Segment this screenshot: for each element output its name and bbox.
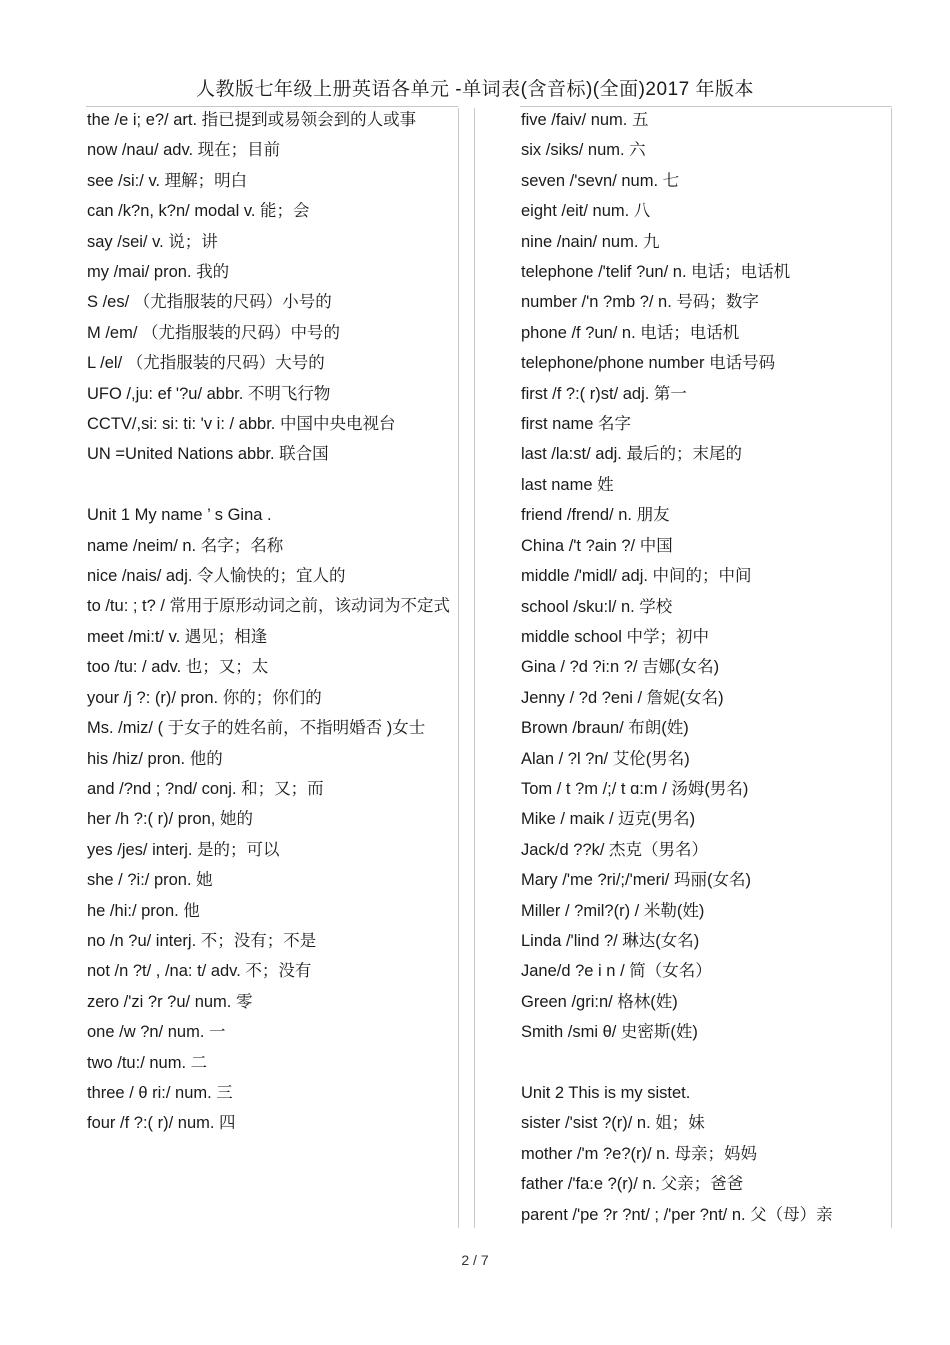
vocab-entry: UFO /,ju: ef '?u/ abbr. 不明飞行物	[87, 384, 331, 403]
vocab-entry: Jenny / ?d ?eni / 詹妮(女名)	[521, 688, 724, 707]
vocab-entry: friend /frend/ n. 朋友	[521, 506, 670, 525]
vocab-entry: the /e i; e?/ art. 指已提到或易领会到的人或事	[87, 111, 417, 129]
vocab-entry: middle school 中学；初中	[521, 627, 709, 646]
vocab-entry: Alan / ?l ?n/ 艾伦(男名)	[521, 749, 690, 768]
column-divider-right	[474, 108, 475, 1228]
right-column	[521, 105, 893, 1230]
vocab-entry: first /f ?:( r)st/ adj. 第一	[521, 384, 687, 403]
vocab-entry: UN =United Nations abbr. 联合国	[87, 445, 329, 464]
vocab-entry: Ms. /miz/ ( 于女子的姓名前，不指明婚否 )女士	[87, 719, 426, 738]
vocab-entry: Miller / ?mil?(r) / 米勒(姓)	[521, 901, 705, 920]
vocab-entry: Green /gri:n/ 格林(姓)	[521, 992, 678, 1011]
vocab-entry: China /'t ?ain ?/ 中国	[521, 536, 673, 555]
vocab-entry: Jack/d ??k/ 杰克（男名）	[521, 840, 709, 859]
vocab-entry: one /w ?n/ num. 一	[87, 1023, 226, 1042]
left-column	[87, 105, 459, 1139]
vocab-entry: sister /'sist ?(r)/ n. 姐；妹	[521, 1114, 705, 1133]
vocab-entry: L /el/ （尤指服装的尺码）大号的	[87, 354, 325, 373]
vocab-entry: parent /'pe ?r ?nt/ ; /'per ?nt/ n. 父（母）亲	[521, 1205, 833, 1224]
vocab-entry	[521, 1048, 893, 1078]
vocab-entry: and /?nd ; ?nd/ conj. 和；又；而	[87, 779, 324, 798]
page-title: 人教版七年级上册英语各单元 -单词表(含音标)(全面)2017 年版本	[196, 79, 754, 100]
vocab-entry: first name 名字	[521, 415, 632, 434]
vocab-entry: last /la:st/ adj. 最后的；末尾的	[521, 445, 742, 464]
vocab-entry: her /h ?:( r)/ pron, 她的	[87, 810, 253, 829]
vocab-entry: telephone /'telif ?un/ n. 电话；电话机	[521, 263, 791, 282]
vocab-entry: last name 姓	[521, 475, 614, 494]
vocab-entry: mother /'m ?e?(r)/ n. 母亲；妈妈	[521, 1144, 758, 1163]
vocab-entry: your /j ?: (r)/ pron. 你的；你们的	[87, 688, 322, 707]
vocab-entry: four /f ?:( r)/ num. 四	[87, 1114, 236, 1133]
vocab-entry: five /faiv/ num. 五	[521, 111, 649, 129]
vocab-entry: seven /'sevn/ num. 七	[521, 171, 680, 190]
vocab-entry: M /em/ （尤指服装的尺码）中号的	[87, 323, 341, 342]
page-number: 2 / 7	[461, 1252, 489, 1268]
vocab-entry: name /neim/ n. 名字；名称	[87, 536, 284, 555]
vocab-entry: Mike / maik / 迈克(男名)	[521, 810, 696, 829]
vocab-entry: Jane/d ?e i n / 简（女名）	[521, 962, 712, 981]
vocab-entry: Tom / t ?m /;/ t ɑ:m / 汤姆(男名)	[521, 779, 749, 798]
unit-heading: Unit 2 This is my sistet.	[521, 1083, 691, 1102]
vocab-entry: CCTV/,si: si: ti: 'v i: / abbr. 中国中央电视台	[87, 415, 396, 434]
vocab-entry: Brown /braun/ 布朗(姓)	[521, 719, 689, 738]
vocab-entry: Smith /smi θ/ 史密斯(姓)	[521, 1023, 698, 1042]
vocab-entry: now /nau/ adv. 现在；目前	[87, 141, 281, 160]
vocab-entry: number /'n ?mb ?/ n. 号码；数字	[521, 293, 759, 312]
vocab-entry	[87, 470, 459, 500]
vocab-entry: she / ?i:/ pron. 她	[87, 871, 213, 890]
vocab-entry: three / θ ri:/ num. 三	[87, 1083, 233, 1102]
vocab-entry: father /'fa:e ?(r)/ n. 父亲；爸爸	[521, 1175, 744, 1194]
vocab-entry: meet /mi:t/ v. 遇见；相逢	[87, 627, 268, 646]
unit-heading: Unit 1 My name ’ s Gina .	[87, 506, 272, 525]
vocab-entry: see /si:/ v. 理解；明白	[87, 171, 248, 190]
vocab-entry: Gina / ?d ?i:n ?/ 吉娜(女名)	[521, 658, 720, 677]
vocab-entry: too /tu: / adv. 也；又；太	[87, 658, 269, 677]
vocab-entry: S /es/ （尤指服装的尺码）小号的	[87, 293, 332, 312]
vocab-entry: two /tu:/ num. 二	[87, 1053, 208, 1072]
vocab-entry: yes /jes/ interj. 是的；可以	[87, 840, 280, 859]
vocab-entry: phone /f ?un/ n. 电话；电话机	[521, 323, 740, 342]
vocab-entry: his /hiz/ pron. 他的	[87, 749, 223, 768]
vocab-entry: nine /nain/ num. 九	[521, 232, 660, 251]
vocab-entry: say /sei/ v. 说；讲	[87, 232, 218, 251]
vocab-entry: to /tu: ; t? / 常用于原形动词之前，该动词为不定式	[87, 597, 451, 616]
vocab-entry: six /siks/ num. 六	[521, 141, 646, 160]
vocab-entry: can /k?n, k?n/ modal v. 能；会	[87, 202, 310, 221]
vocab-entry: nice /nais/ adj. 令人愉快的；宜人的	[87, 567, 346, 586]
vocab-entry: no /n ?u/ interj. 不；没有；不是	[87, 931, 317, 950]
vocab-entry: not /n ?t/ , /na: t/ adv. 不；没有	[87, 962, 312, 981]
vocab-entry: zero /'zi ?r ?u/ num. 零	[87, 992, 253, 1011]
vocab-entry: eight /eit/ num. 八	[521, 202, 651, 221]
vocab-entry: my /mai/ pron. 我的	[87, 263, 230, 282]
vocab-entry: Mary /'me ?ri/;/'meri/ 玛丽(女名)	[521, 871, 751, 890]
vocab-entry: Linda /'lind ?/ 琳达(女名)	[521, 931, 700, 950]
vocab-entry: middle /'midl/ adj. 中间的；中间	[521, 567, 752, 586]
vocab-entry: telephone/phone number 电话号码	[521, 354, 776, 373]
vocab-entry: school /sku:l/ n. 学校	[521, 597, 673, 616]
vocab-entry: he /hi:/ pron. 他	[87, 901, 200, 920]
